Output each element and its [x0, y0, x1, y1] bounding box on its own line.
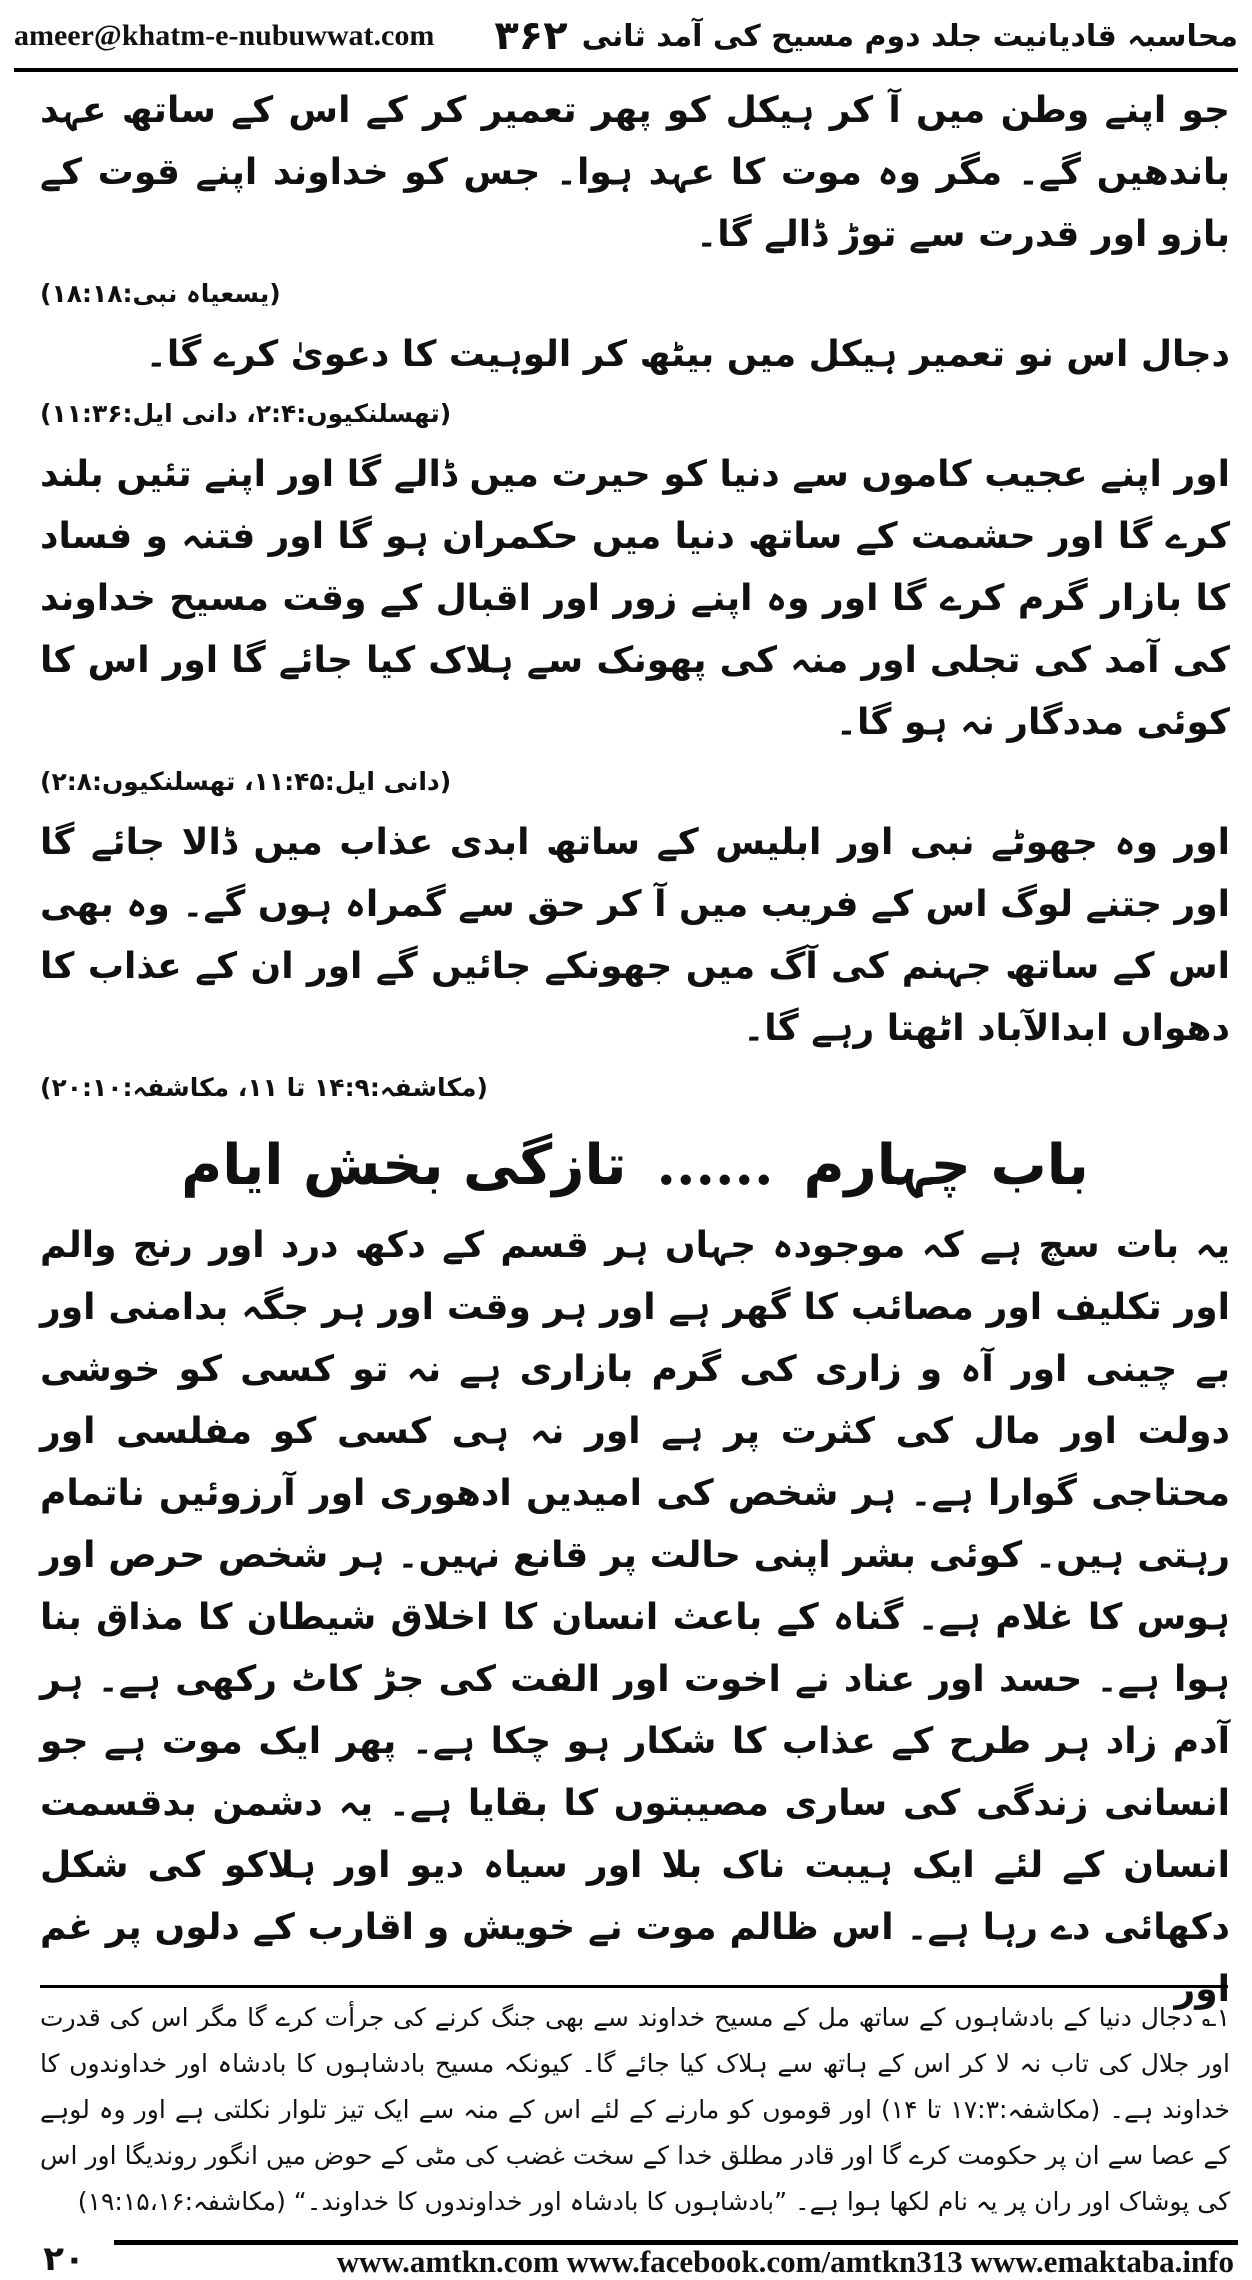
- paragraph-2: دجال اس نو تعمیر ہیکل میں بیٹھ کر الوہیت کا دعویٰ کرے گا۔: [145, 334, 1230, 375]
- reference-4: (مکاشفہ:۱۴:۹ تا ۱۱، مکاشفہ:۲۰:۱۰): [40, 1073, 488, 1102]
- page-header: [14, 8, 1238, 64]
- paragraph-3: اور اپنے عجیب کاموں سے دنیا کو حیرت میں ڈالے گا اور اپنے تئیں بلند کرے گا اور حشمت کے ساتھ دنیا میں حکمران ہو گا اور فتنہ و فساد کا بازار گرم کرے گا اور وہ اپنے زور اور اقبال کے وقت مسیح خداوند کی آمد کی تجلی اور منہ کی پھونک سے ہلاک کیا جائے گا اور اس کا کوئی مددگار نہ ہو گا۔: [40, 454, 1230, 743]
- header-email: ameer@khatm-e-nubuwwat.com: [14, 19, 435, 52]
- paragraph-4: اور وہ جھوٹے نبی اور ابلیس کے ساتھ ابدی عذاب میں ڈالا جائے گا اور جتنے لوگ اس کے فریب میں آ کر حق سے گمراہ ہوں گے۔ وہ بھی اس کے ساتھ جہنم کی آگ میں جھونکے جائیں گے اور ان کے عذاب کا دھواں ابدالآباد اٹھتا رہے گا۔: [40, 822, 1230, 1049]
- reference-1: (یسعیاہ نبی:۱۸:۱۸): [40, 279, 281, 308]
- page-footer: [14, 2240, 1238, 2278]
- heading-dots: ......: [656, 1132, 774, 1198]
- chapter-title: تازگی بخش ایام: [181, 1133, 627, 1198]
- footnote: ۱؎ دجال دنیا کے بادشاہوں کے ساتھ مل کے مسیح خداوند سے بھی جنگ کرنے کی جرأت کرے گا مگر اس کی قدرت اور جلال کی تاب نہ لا کر اس کے ہاتھ سے ہلاک کیا جائے گا۔ کیونکہ مسیح بادشاہوں کا بادشاہ اور خداوندوں کا خداوند ہے۔ (مکاشفہ:۱۷:۳ تا ۱۴) اور قوموں کو مارنے کے لئے اس کے منہ سے ایک تیز تلوار نکلتی ہے اور وہ لوہے کے عصا سے ان پر حکومت کرے گا اور قادر مطلق خدا کے سخت غضب کی مٹی کے حوض میں انگور روندیگا اور اس کی پوشاک اور ران پر یہ نام لکھا ہوا ہے۔ ”بادشاہوں کا بادشاہ اور خداوندوں کا خداوند۔“ (مکاشفہ:۱۹:۱۵،۱۶): [40, 2003, 1231, 2216]
- header-left: [14, 13, 568, 59]
- running-title: محاسبہ قادیانیت جلد دوم مسیح کی آمد ثانی: [581, 18, 1238, 54]
- reference-2: (تھسلنکیوں:۲:۴، دانی ایل:۱۱:۳۶): [40, 399, 452, 428]
- header-page-number: ۳۶۲: [494, 13, 568, 59]
- paragraph-5: یہ بات سچ ہے کہ موجودہ جہاں ہر قسم کے دکھ درد اور رنج والم اور تکلیف اور مصائب کا گھر ہے اور ہر وقت اور ہر جگہ بدامنی اور بے چینی اور آہ و زاری کی گرم بازاری ہے نہ تو کسی کو خوشی دولت اور مال کی کثرت پر ہے اور نہ ہی کسی کو مفلسی اور محتاجی گوارا ہے۔ ہر شخص کی امیدیں ادھوری اور آرزوئیں ناتمام رہتی ہیں۔ کوئی بشر اپنی حالت پر قانع نہیں۔ ہر شخص حرص اور ہوس کا غلام ہے۔ گناہ کے باعث انسان کا اخلاق شیطان کا مذاق بنا ہوا ہے۔ حسد اور عناد نے اخوت اور الفت کی جڑ کاٹ رکھی ہے۔ ہر آدم زاد ہر طرح کے عذاب کا شکار ہو چکا ہے۔ پھر ایک موت ہے جو انسانی زندگی کی ساری مصیبتوں کا بقایا ہے۔ یہ دشمن بدقسمت انسان کے لئے ایک ہیبت ناک بلا اور سیاہ دیو اور ہلاکو کی شکل دکھائی دے رہا ہے۔ اس ظالم موت نے خویش و اقارب کے دلوں پر غم اور: [40, 1225, 1230, 2010]
- reference-3: (دانی ایل:۱۱:۴۵، تھسلنکیوں:۲:۸): [40, 767, 452, 796]
- chapter-label: باب چہارم: [803, 1133, 1089, 1198]
- chapter-heading: [40, 1120, 1230, 1211]
- footnote-rule: [40, 1985, 1228, 1988]
- footer-page-number: ۲۰: [43, 2239, 85, 2279]
- footer-links: www.amtkn.com www.facebook.com/amtkn313 www.emaktaba.info: [114, 2240, 1238, 2278]
- paragraph-1: جو اپنے وطن میں آ کر ہیکل کو پھر تعمیر کر کے اس کے ساتھ عہد باندھیں گے۔ مگر وہ موت کا عہد ہوا۔ جس کو خداوند اپنے قوت کے بازو اور قدرت سے توڑ ڈالے گا۔: [40, 90, 1230, 255]
- main-text: [40, 80, 1230, 2010]
- header-rule: [14, 68, 1238, 72]
